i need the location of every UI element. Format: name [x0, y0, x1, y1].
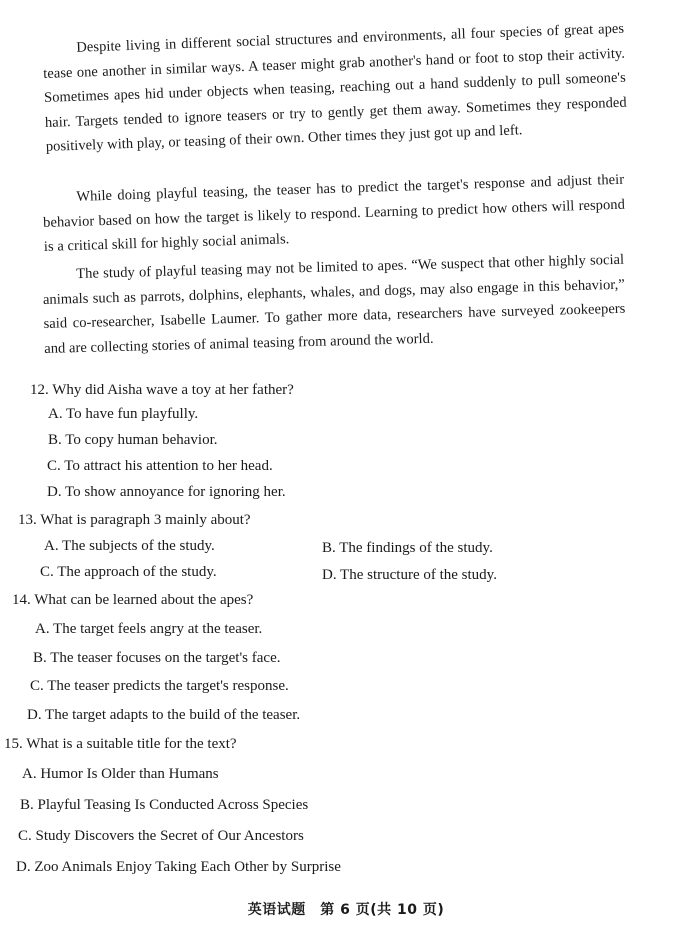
- passage-paragraph-1: Despite living in different social structures and environments, all four species of great apes tease one another in similar ways. A teaser might grab another's hand or foot to stop their activity. Sometimes apes hid under objects when teasing, reaching out a hand suddenly to pull someone's hair. Targets tended to ignore teasers or try to gently get them away. Sometimes they responded positively with play, or teasing of their own. Other times they just got up and left.: [42, 20, 627, 155]
- question-14-stem: 14. What can be learned about the apes?: [12, 592, 254, 608]
- passage-paragraph-2: While doing playful teasing, the teaser has to predict the target's response and adjust their behavior based on how the target is likely to respond. Learning to predict how others will respond is a critical skill for highly social animals.: [42, 171, 626, 255]
- question-12-option-b[interactable]: B. To copy human behavior.: [48, 432, 218, 448]
- question-15-option-a[interactable]: A. Humor Is Older than Humans: [22, 766, 219, 782]
- question-15-option-b[interactable]: B. Playful Teasing Is Conducted Across Species: [20, 797, 309, 813]
- question-13-option-c[interactable]: C. The approach of the study.: [40, 564, 217, 580]
- question-14-option-d[interactable]: D. The target adapts to the build of the teaser.: [27, 707, 301, 723]
- question-13-stem: 13. What is paragraph 3 mainly about?: [18, 512, 251, 528]
- passage-paragraph-3: The study of playful teasing may not be limited to apes. “We suspect that other highly social animals such as parrots, dolphins, elephants, whales, and dogs, may also engage in this behavior,” said co-researcher, Isabelle Laumer. To gather more data, researchers have surveyed zookeepers and are collecting stories of animal teasing from around the world.: [42, 251, 626, 357]
- question-12-option-a[interactable]: A. To have fun playfully.: [48, 406, 199, 422]
- question-12-stem: 12. Why did Aisha wave a toy at her father?: [30, 382, 294, 398]
- question-13-option-b[interactable]: B. The findings of the study.: [322, 540, 493, 556]
- question-13-option-d[interactable]: D. The structure of the study.: [322, 567, 497, 583]
- question-15-stem: 15. What is a suitable title for the text?: [4, 736, 237, 752]
- question-14-option-c[interactable]: C. The teaser predicts the target's response.: [30, 678, 289, 694]
- question-12-option-c[interactable]: C. To attract his attention to her head.: [47, 458, 273, 474]
- question-13-option-a[interactable]: A. The subjects of the study.: [44, 538, 215, 554]
- question-14-option-a[interactable]: A. The target feels angry at the teaser.: [35, 621, 263, 637]
- page-footer: 英语试题 第 6 页(共 10 页): [247, 902, 445, 918]
- question-15-option-d[interactable]: D. Zoo Animals Enjoy Taking Each Other by Surprise: [16, 859, 341, 875]
- question-12-option-d[interactable]: D. To show annoyance for ignoring her.: [47, 484, 286, 500]
- question-15-option-c[interactable]: C. Study Discovers the Secret of Our Ancestors: [18, 828, 304, 844]
- question-14-option-b[interactable]: B. The teaser focuses on the target's face.: [33, 650, 281, 666]
